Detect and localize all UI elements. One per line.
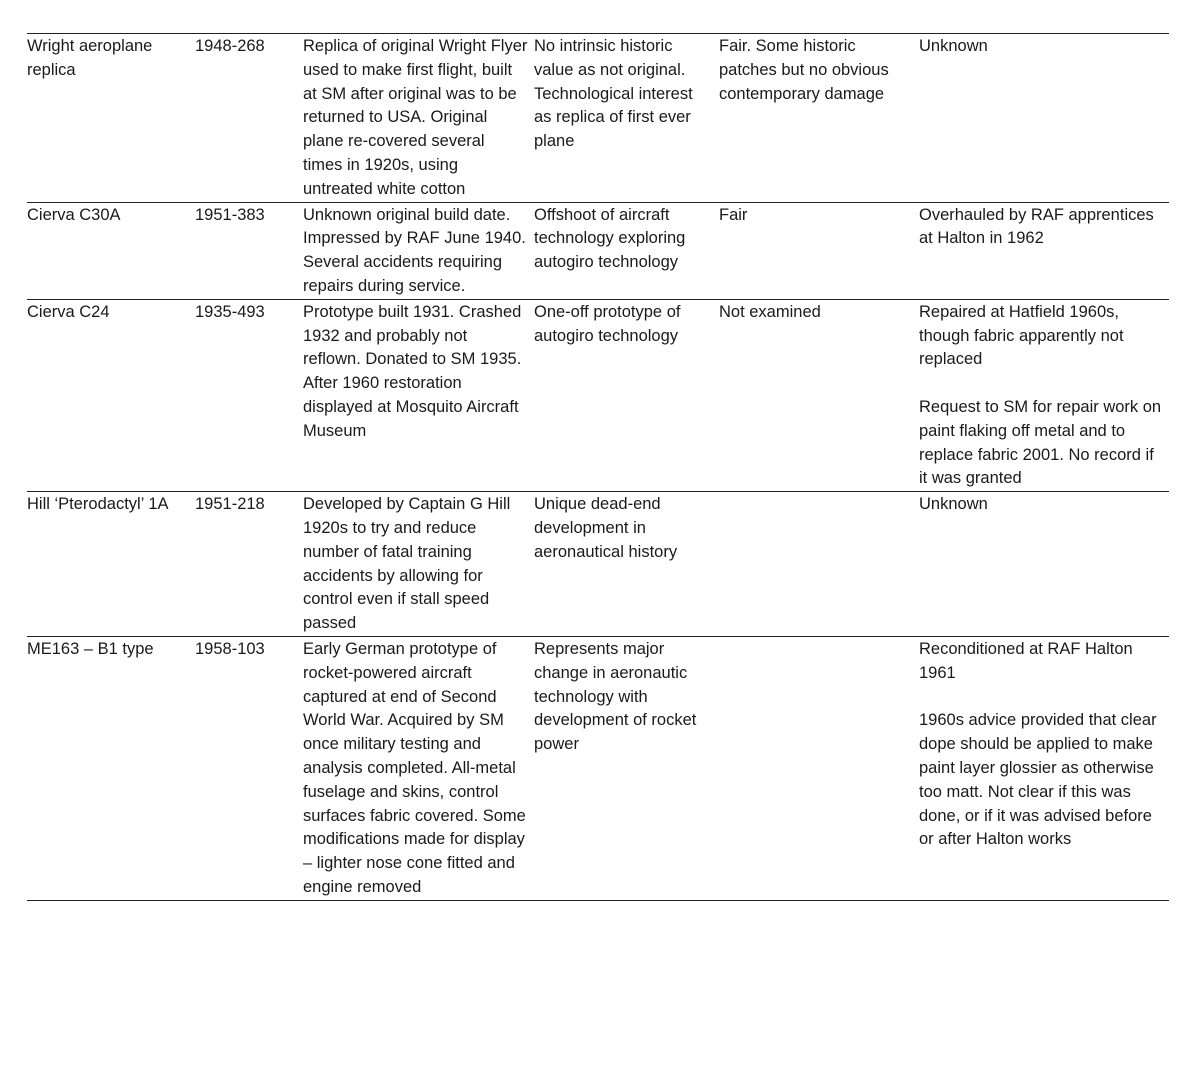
object-name-cell: Cierva C30A — [27, 205, 121, 224]
condition-cell: Not examined — [719, 302, 821, 321]
table-row — [27, 636, 1169, 900]
table-row — [27, 34, 1169, 203]
condition-cell: Fair — [719, 205, 748, 224]
condition-cell — [719, 492, 919, 637]
significance-cell: One-off prototype of autogiro technology — [534, 302, 681, 345]
table-row — [27, 299, 1169, 491]
treatment-cell: Reconditioned at RAF Halton 1961 1960s advice provided that clear dope should be applied to make paint layer glossier as otherwise too matt. Not clear if this was done, or if it was advised before or after Halton works — [919, 639, 1157, 849]
object-name-cell: ME163 – B1 type — [27, 639, 154, 658]
object-number-cell: 1948-268 — [195, 37, 265, 55]
object-number-cell: 1951-383 — [195, 205, 265, 224]
table-row — [27, 492, 1169, 637]
significance-cell: Represents major change in aeronautic technology with development of rocket power — [534, 639, 697, 754]
object-number-cell: 1951-218 — [195, 495, 265, 514]
treatment-cell: Unknown — [919, 37, 988, 55]
significance-cell: Unique dead-end development in aeronautical history — [534, 495, 678, 561]
history-cell: Prototype built 1931. Crashed 1932 and probably not reflown. Donated to SM 1935. After 1960 restoration displayed at Mosquito Aircraft Museum — [303, 302, 522, 440]
condition-cell: Fair. Some historic patches but no obvious contemporary damage — [719, 37, 889, 103]
object-number-cell: 1935-493 — [195, 302, 265, 321]
history-cell: Early German prototype of rocket-powered aircraft captured at end of Second World War. Acquired by SM once military testing and analysis completed. All-metal fuselage and skins, control surfaces fabric covered. Some modifications made for display – lighter nose cone fitted and engine removed — [303, 639, 526, 896]
treatment-cell: Overhauled by RAF apprentices at Halton in 1962 — [919, 205, 1154, 248]
object-name-cell: Hill ‘Pterodactyl’ 1A — [27, 495, 169, 514]
object-name-cell: Wright aeroplane replica — [27, 37, 153, 79]
table-row — [27, 202, 1169, 299]
aircraft-conservation-table — [27, 33, 1169, 901]
treatment-cell: Unknown — [919, 495, 988, 514]
object-name-cell: Cierva C24 — [27, 302, 110, 321]
object-number-cell: 1958-103 — [195, 639, 265, 658]
treatment-cell: Repaired at Hatfield 1960s, though fabric apparently not replaced Request to SM for repair work on paint flaking off metal and to replace fabric 2001. No record if it was granted — [919, 302, 1162, 488]
history-cell: Replica of original Wright Flyer used to make first flight, built at SM after original was to be returned to USA. Original plane re-covered several times in 1920s, using untreated white cotton — [303, 37, 528, 198]
significance-cell: Offshoot of aircraft technology exploring autogiro technology — [534, 205, 686, 272]
history-cell: Unknown original build date. Impressed by RAF June 1940. Several accidents requiring repairs during service. — [303, 205, 526, 295]
condition-cell — [719, 636, 919, 900]
history-cell: Developed by Captain G Hill 1920s to try and reduce number of fatal training accidents by allowing for control even if stall speed passed — [303, 495, 511, 633]
significance-cell: No intrinsic historic value as not original. Technological interest as replica of first ever plane — [534, 37, 693, 151]
